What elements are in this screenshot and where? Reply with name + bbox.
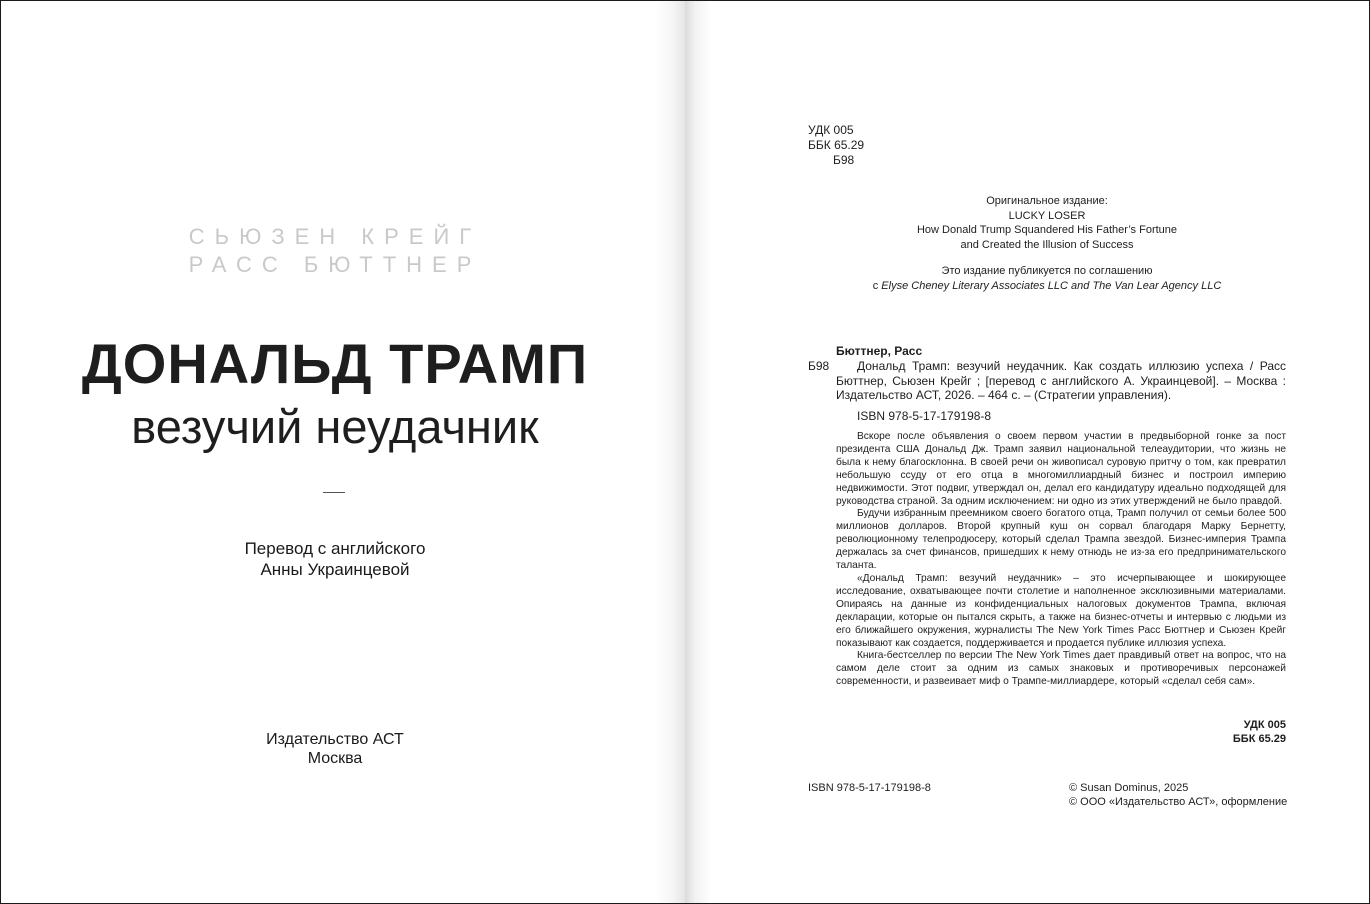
authors — [1, 223, 669, 279]
agreement-prefix: с — [872, 279, 882, 292]
original-subtitle-1: How Donald Trump Squandered His Father’s Fortune — [916, 224, 1178, 236]
translation-line-2: Анны Украинцевой — [260, 560, 410, 579]
translation-credit — [1, 538, 669, 580]
book-title: ДОНАЛЬД ТРАМП — [81, 332, 589, 395]
udk-bottom-code: УДК 005 — [1243, 719, 1286, 731]
copyright-author: © Susan Dominus, 2025 — [1069, 782, 1189, 794]
copyright-block — [1069, 781, 1309, 809]
publisher-name: Издательство АСТ — [266, 731, 404, 748]
bibliographic-author: Бюттнер, Расс — [836, 344, 923, 358]
bibliographic-code: Б98 — [808, 359, 830, 373]
author-1: СЬЮЗЕН КРЕЙГ — [188, 224, 482, 249]
bbk-code: ББК 65.29 — [808, 138, 865, 152]
udk-top-block — [808, 123, 864, 168]
divider-dash — [323, 492, 345, 493]
book-subtitle: везучий неудачник — [131, 400, 539, 453]
annotation — [836, 431, 1286, 689]
original-edition-label: Оригинальное издание: — [986, 195, 1108, 207]
udk-code: УДК 005 — [808, 123, 854, 137]
bibliographic-isbn: ISBN 978-5-17-179198-8 — [857, 409, 992, 423]
author-mark: Б98 — [833, 153, 855, 167]
copyright-publisher: © ООО «Издательство АСТ», оформление — [1069, 796, 1288, 808]
original-title: LUCKY LOSER — [1008, 209, 1086, 222]
agreement-agencies: Elyse Cheney Literary Associates LLC and The Van Lear Agency LLC — [881, 279, 1222, 292]
annotation-paragraph-3: «Дональд Трамп: везучий неудачник» – это исчерпывающее и шокирующее исследование, охватывающее почти столетие и наполненное эксклюзивными материалами. Опираясь на данные из конфиденциальных налоговых документов Трампа, включая декларации, которые он пытался скрыть, а также на бизнес-отчеты и интервью с людьми из его ближайшего окружения, журналисты The New York Times Расс Бюттнер и Сьюзен Крейг показывают как создается, поддерживается и продается публике иллюзия успеха. — [836, 572, 1286, 649]
author-2: РАСС БЮТТНЕР — [188, 252, 482, 277]
annotation-paragraph-1: Вскоре после объявления о своем первом участии в предвыборной гонке за пост президента США Дональд Дж. Трамп заявил национальной телеаудитории, что жизнь не была к нему благосклонна. В своей речи он живописал суровую притчу о том, как превратил небольшую ссуду от его отца в многомиллиардный бизнес и построил империю недвижимости. Этот подвиг, утверждал он, делал его кандидатуру идеально подходящей для руководства страной. За одним исключением: ни одно из этих утверждений не было правдой. — [836, 431, 1286, 507]
annotation-paragraph-4: Книга-бестселлер по версии The New York Times дает правдивый ответ на вопрос, что на самом деле стоит за одним из самых знаковых и противоречивых персонажей современности, и развеивает миф о Трампе-миллиардере, который «сделал себя сам». — [836, 650, 1286, 688]
imprint-page — [685, 1, 1369, 903]
agreement-agencies-line — [845, 279, 1249, 294]
gutter-shadow — [685, 1, 711, 903]
udk-bottom-block — [1136, 719, 1286, 746]
publisher-city: Москва — [307, 750, 363, 767]
bbk-bottom-code: ББК 65.29 — [1232, 732, 1286, 745]
publisher-block — [1, 730, 669, 768]
isbn-footer: ISBN 978-5-17-179198-8 — [808, 782, 931, 794]
bibliographic-description: Дональд Трамп: везучий неудачник. Как создать иллюзию успеха / Расс Бюттнер, Сьюзен Крейг ; [перевод с английского А. Украинцевой]. – Москва : Издательство АСТ, 2026. – 464 с. – (Стратегии управления). — [836, 359, 1286, 402]
translation-line-1: Перевод с английского — [244, 539, 426, 558]
agreement-line: Это издание публикуется по соглашению — [941, 265, 1153, 277]
spacer — [845, 252, 1249, 264]
original-subtitle-2: and Created the Illusion of Success — [960, 238, 1134, 251]
annotation-paragraph-2: Будучи избранным преемником своего богатого отца, Трамп получил от семьи более 500 миллионов долларов. Второй крупный куш он сорвал благодаря Марку Бернетту, революционному телепродюсеру, который сделал Трампа звездой. Бизнес-империя Трампа держалась за счет финансов, пришедших к нему отнюдь не из-за его предпринимательского таланта. — [836, 508, 1286, 572]
title-page — [1, 1, 685, 903]
original-edition-block — [845, 194, 1249, 293]
